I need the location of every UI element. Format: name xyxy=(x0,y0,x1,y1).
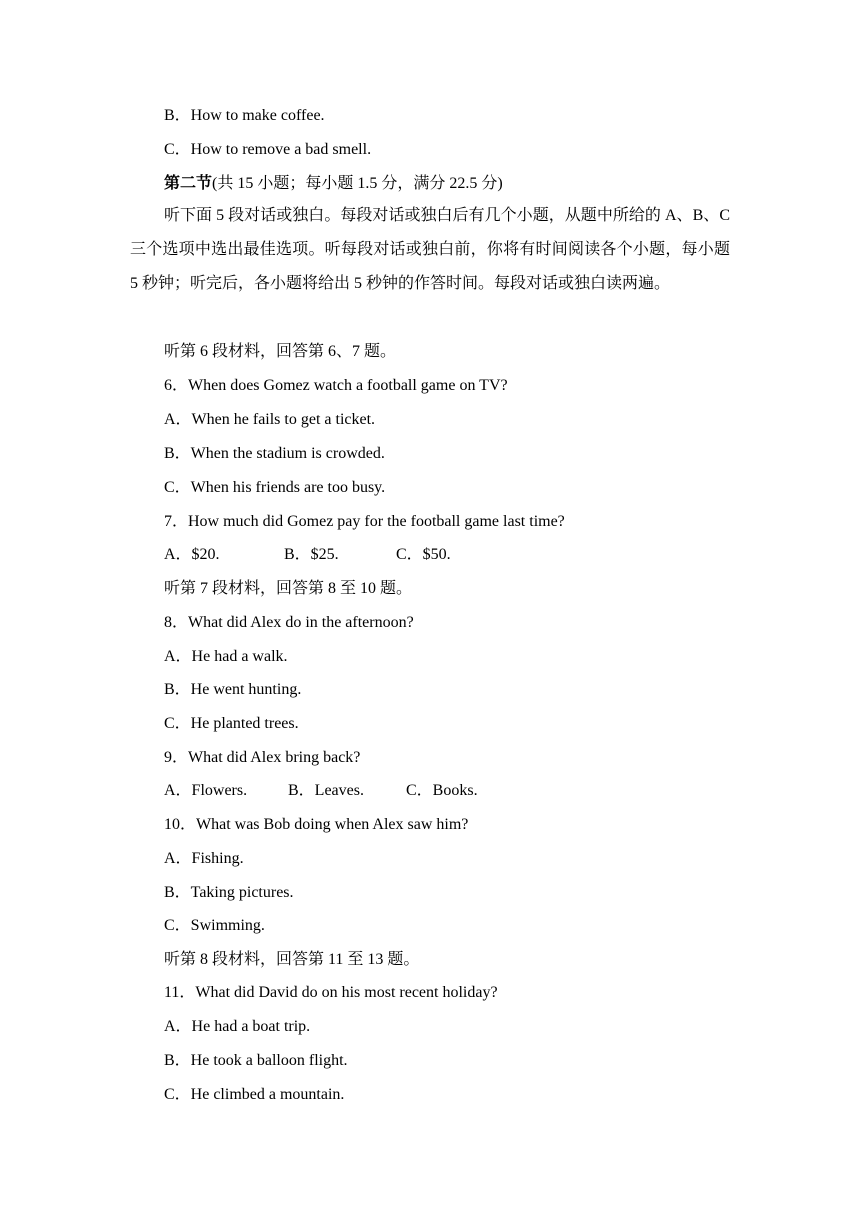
question-9-option-b: B．Leaves. xyxy=(288,782,364,799)
question-7-option-b: B．$25. xyxy=(284,546,339,563)
question-10-option-b: B．Taking pictures. xyxy=(164,884,294,901)
option-line: C．How to remove a bad smell. xyxy=(164,141,372,158)
question-9-option-c: C．Books. xyxy=(406,782,478,799)
question-8: 8．What did Alex do in the afternoon? xyxy=(164,614,414,631)
question-7-options xyxy=(164,545,451,565)
question-11-option-b: B．He took a balloon flight. xyxy=(164,1052,348,1069)
question-10-option-c: C．Swimming. xyxy=(164,917,265,934)
question-6-option-b: B．When the stadium is crowded. xyxy=(164,445,385,462)
question-11: 11．What did David do on his most recent holiday? xyxy=(164,984,498,1001)
question-7-option-c: C．$50. xyxy=(396,546,451,563)
question-10: 10．What was Bob doing when Alex saw him? xyxy=(164,816,469,833)
question-6-option-c: C．When his friends are too busy. xyxy=(164,479,386,496)
question-7: 7．How much did Gomez pay for the football game last time? xyxy=(164,513,565,530)
question-11-option-a: A．He had a boat trip. xyxy=(164,1018,311,1035)
question-8-option-a: A．He had a walk. xyxy=(164,648,288,665)
material-heading: 听第 7 段材料，回答第 8 至 10 题。 xyxy=(164,580,413,597)
material-heading: 听第 8 段材料，回答第 11 至 13 题。 xyxy=(164,951,420,968)
question-9: 9．What did Alex bring back? xyxy=(164,749,361,766)
section-instructions: 听下面 5 段对话或独白。每段对话或独白后有几个小题，从题中所给的 A、B、C 三个选项中选出最佳选项。听每段对话或独白前，你将有时间阅读各个小题，每小题 5 秒钟；听完后，各小题将给出 5 秒钟的作答时间。每段对话或独白读两遍。 xyxy=(130,207,730,292)
section-title: 第二节 xyxy=(164,175,213,192)
question-11-option-c: C．He climbed a mountain. xyxy=(164,1086,345,1103)
option-line: B．How to make coffee. xyxy=(164,107,325,124)
section-note: (共 15 小题；每小题 1.5 分，满分 22.5 分) xyxy=(212,175,503,192)
question-7-option-a: A．$20. xyxy=(164,546,220,563)
question-9-options xyxy=(164,781,478,801)
question-10-option-a: A．Fishing. xyxy=(164,850,244,867)
section-heading xyxy=(164,174,503,194)
question-6: 6．When does Gomez watch a football game on TV? xyxy=(164,377,508,394)
question-6-option-a: A．When he fails to get a ticket. xyxy=(164,411,376,428)
question-8-option-c: C．He planted trees. xyxy=(164,715,299,732)
question-9-option-a: A．Flowers. xyxy=(164,782,248,799)
material-heading: 听第 6 段材料，回答第 6、7 题。 xyxy=(164,343,397,360)
question-8-option-b: B．He went hunting. xyxy=(164,681,302,698)
